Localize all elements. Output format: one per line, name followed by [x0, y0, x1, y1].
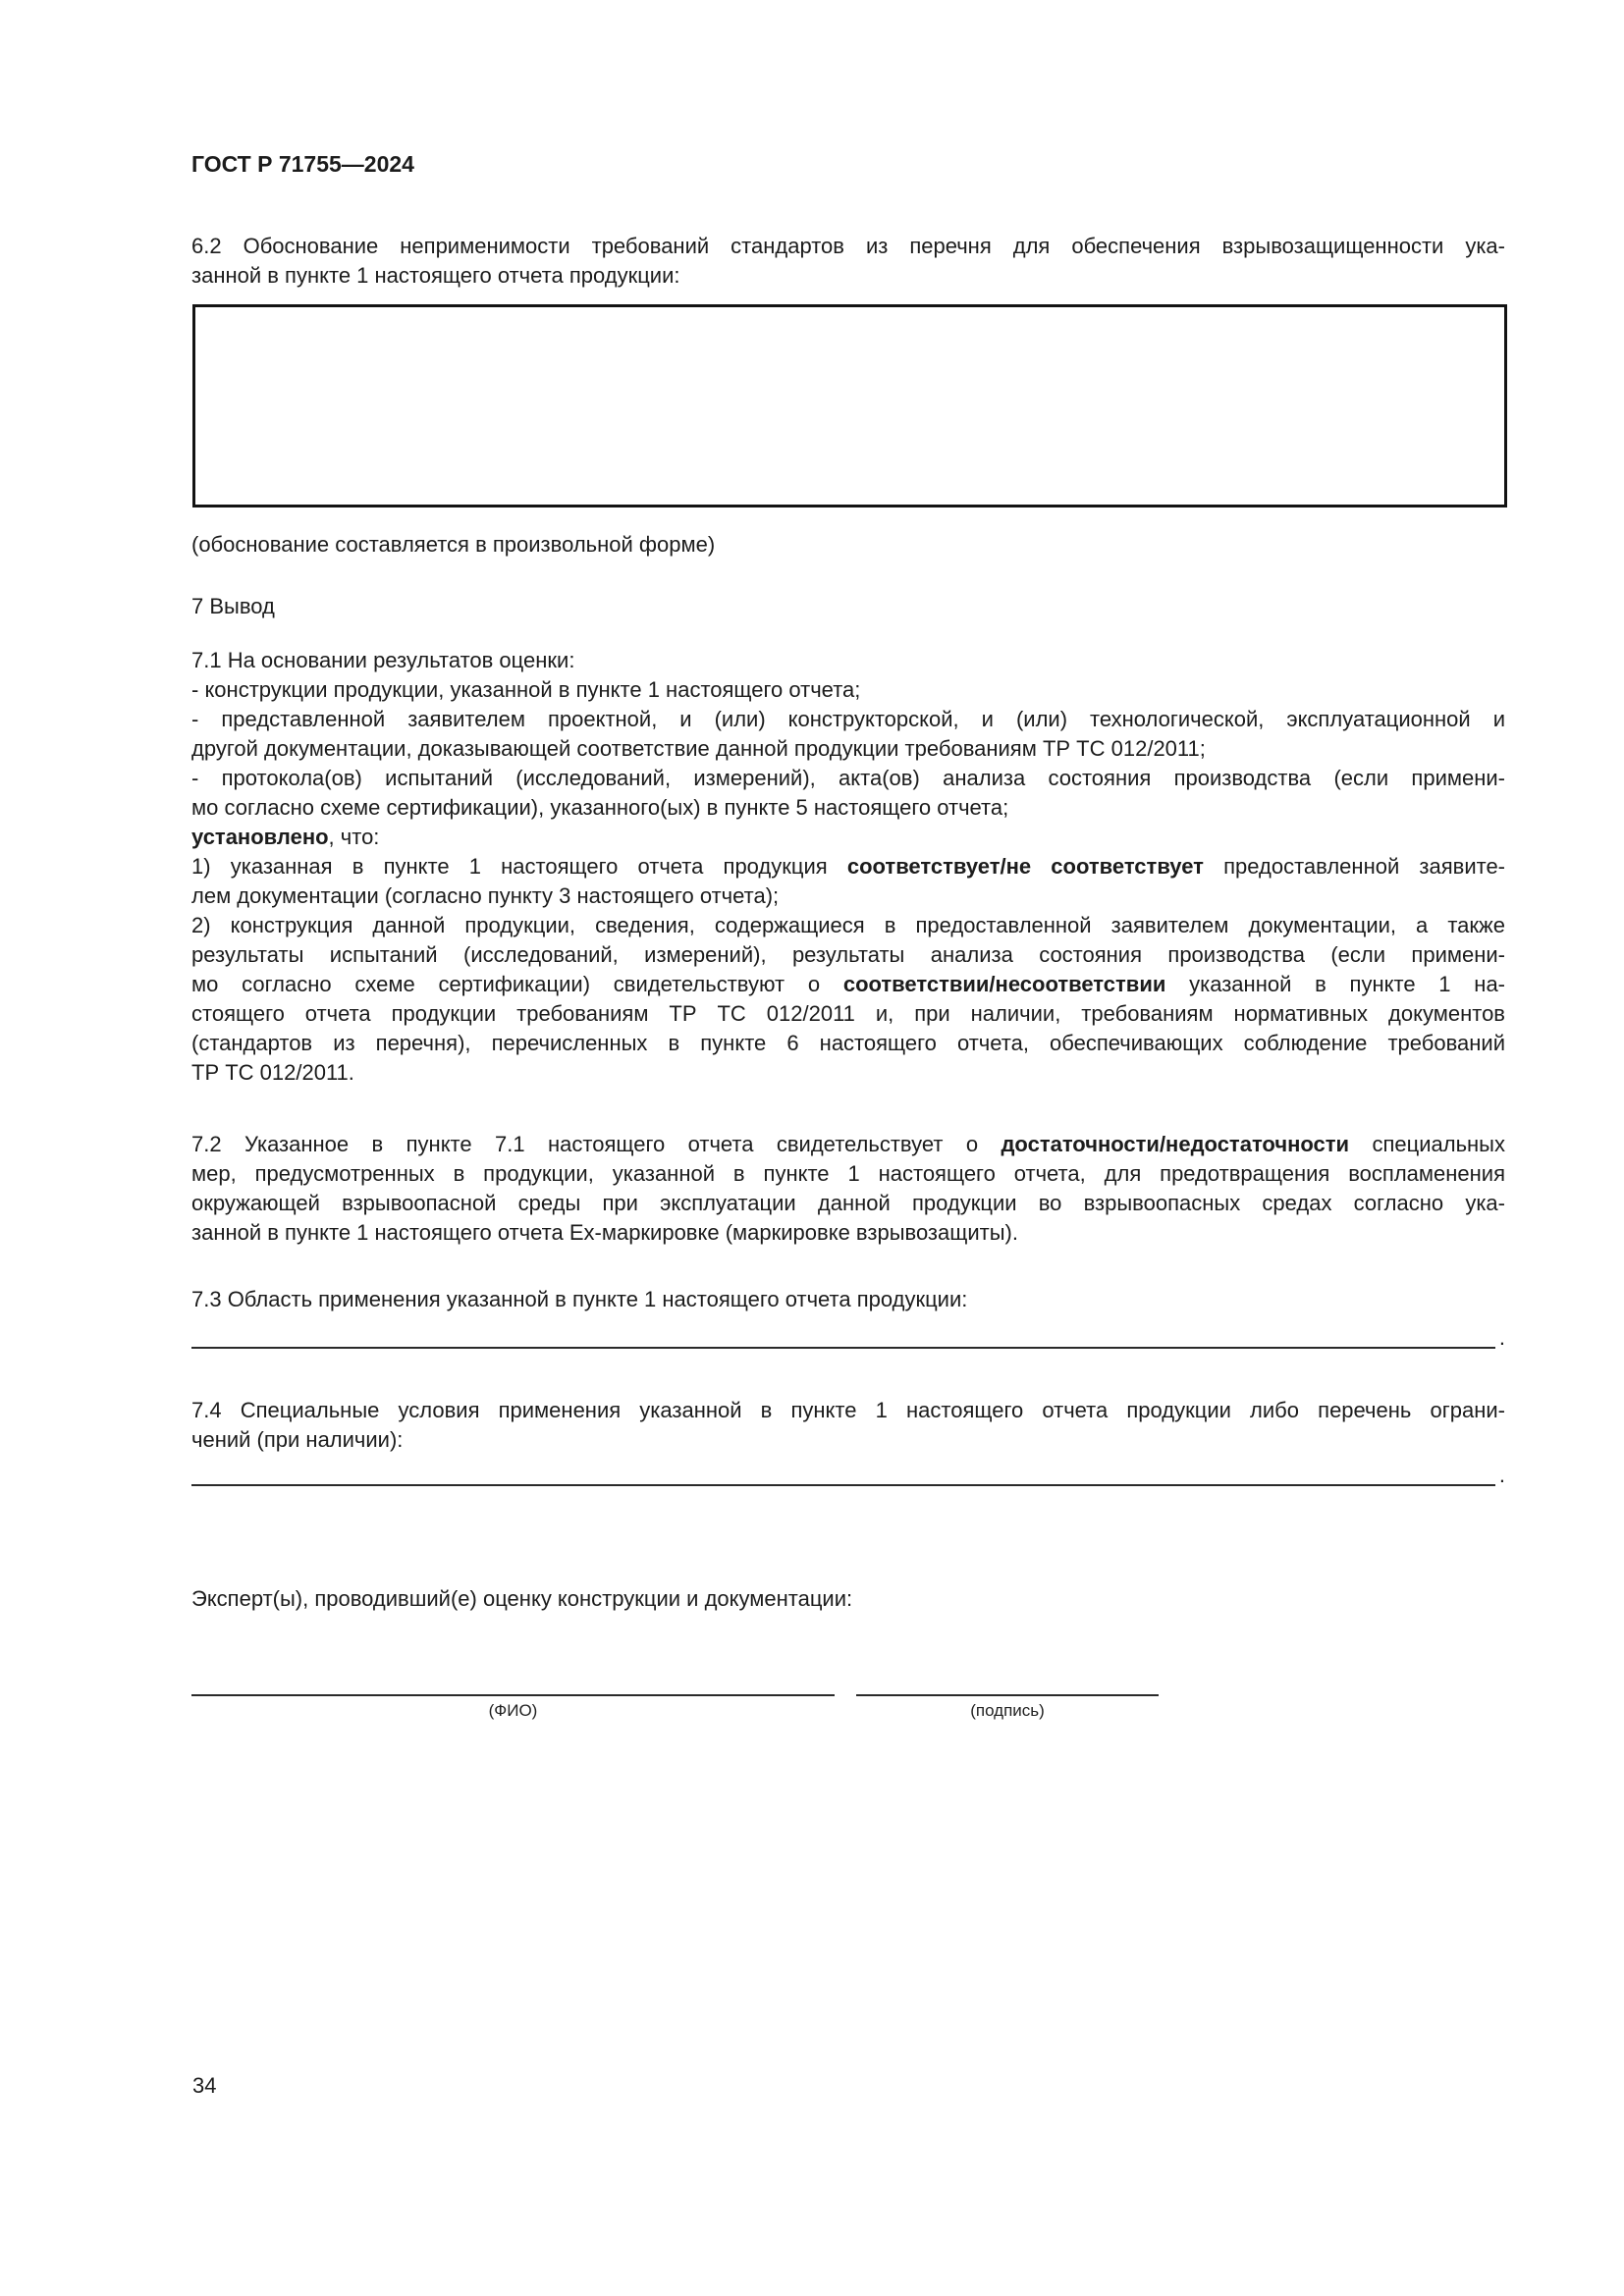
text-line: 6.2 Обоснование неприменимости требований стандартов из перечня для обеспечения взрывозащищенности ука-: [191, 234, 1505, 258]
section-7-3-paragraph: 7.3 Область применения указанной в пункте 1 настоящего отчета продукции:: [191, 1287, 968, 1311]
section-7-1-paragraph: [191, 646, 1505, 1088]
justification-box-note: (обоснование составляется в произвольной форме): [191, 532, 716, 557]
fill-in-line-7-4: [191, 1461, 1505, 1486]
text-line: чений (при наличии):: [191, 1427, 404, 1452]
signature-name-caption: (ФИО): [488, 1701, 538, 1720]
document-title: ГОСТ Р 71755—2024: [191, 151, 414, 177]
section-6-2-paragraph: [191, 232, 1505, 291]
end-period: .: [1498, 1325, 1505, 1350]
text-line: (стандартов из перечня), перечисленных в пункте 6 настоящего отчета, обеспечивающих соблюдение требований: [191, 1031, 1505, 1055]
expert-paragraph: Эксперт(ы), проводивший(е) оценку конструкции и документации:: [191, 1586, 853, 1611]
text-line: мо согласно схеме сертификации) свидетельствуют о соответствии/несоответствии указанной в пункте 1 на-: [191, 972, 1506, 996]
section-7-4-paragraph: [191, 1396, 1505, 1455]
justification-empty-box: [192, 304, 1507, 507]
text-line: 2) конструкция данной продукции, сведения, содержащиеся в предоставленной заявителем документации, а также: [191, 913, 1505, 937]
blank-underline: [191, 1321, 1495, 1349]
blank-underline: [191, 1459, 1495, 1486]
text-line: занной в пункте 1 настоящего отчета Ех-маркировке (маркировке взрывозащиты).: [191, 1220, 1018, 1245]
text-line: 7.1 На основании результатов оценки:: [191, 648, 575, 672]
text-line: результаты испытаний (исследований, измерений), результаты анализа состояния производства (если примени-: [191, 942, 1505, 967]
text-line: 7.4 Специальные условия применения указанной в пункте 1 настоящего отчета продукции либо перечень ограни-: [191, 1398, 1505, 1422]
signature-sign-caption: (подпись): [970, 1701, 1045, 1720]
text-line: мо согласно схеме сертификации), указанного(ых) в пункте 5 настоящего отчета;: [191, 795, 1009, 820]
text-line: лем документации (согласно пункту 3 настоящего отчета);: [191, 883, 780, 908]
text-line: занной в пункте 1 настоящего отчета продукции:: [191, 263, 680, 288]
text-line: 1) указанная в пункте 1 настоящего отчета продукция соответствует/не соответствует предоставленной заявите-: [191, 854, 1505, 879]
fill-in-line-7-3: [191, 1323, 1505, 1349]
text-line: другой документации, доказывающей соответствие данной продукции требованиям ТР ТС 012/2011;: [191, 736, 1206, 761]
section-7-2-paragraph: [191, 1130, 1505, 1248]
text-line: мер, предусмотренных в продукции, указанной в пункте 1 настоящего отчета, для предотвращения воспламенения: [191, 1161, 1505, 1186]
text-line: окружающей взрывоопасной среды при эксплуатации данной продукции во взрывоопасных средах согласно ука-: [191, 1191, 1505, 1215]
signature-name-line: [191, 1669, 835, 1696]
text-line: - конструкции продукции, указанной в пункте 1 настоящего отчета;: [191, 677, 861, 702]
text-line: стоящего отчета продукции требованиям ТР ТС 012/2011 и, при наличии, требованиям нормативных документов: [191, 1001, 1505, 1026]
text-line: ТР ТС 012/2011.: [191, 1060, 354, 1085]
page-number: 34: [192, 2073, 217, 2098]
end-period: .: [1498, 1463, 1505, 1487]
signature-sign-line: [856, 1669, 1159, 1696]
section-7-heading: 7 Вывод: [191, 594, 275, 618]
text-line: - представленной заявителем проектной, и (или) конструкторской, и (или) технологической, эксплуатационной и: [191, 707, 1505, 731]
text-line: 7.2 Указанное в пункте 7.1 настоящего отчета свидетельствует о достаточности/недостаточности специальных: [191, 1132, 1505, 1156]
text-line: установлено, что:: [191, 825, 380, 849]
text-line: - протокола(ов) испытаний (исследований, измерений), акта(ов) анализа состояния производства (если примени-: [191, 766, 1505, 790]
